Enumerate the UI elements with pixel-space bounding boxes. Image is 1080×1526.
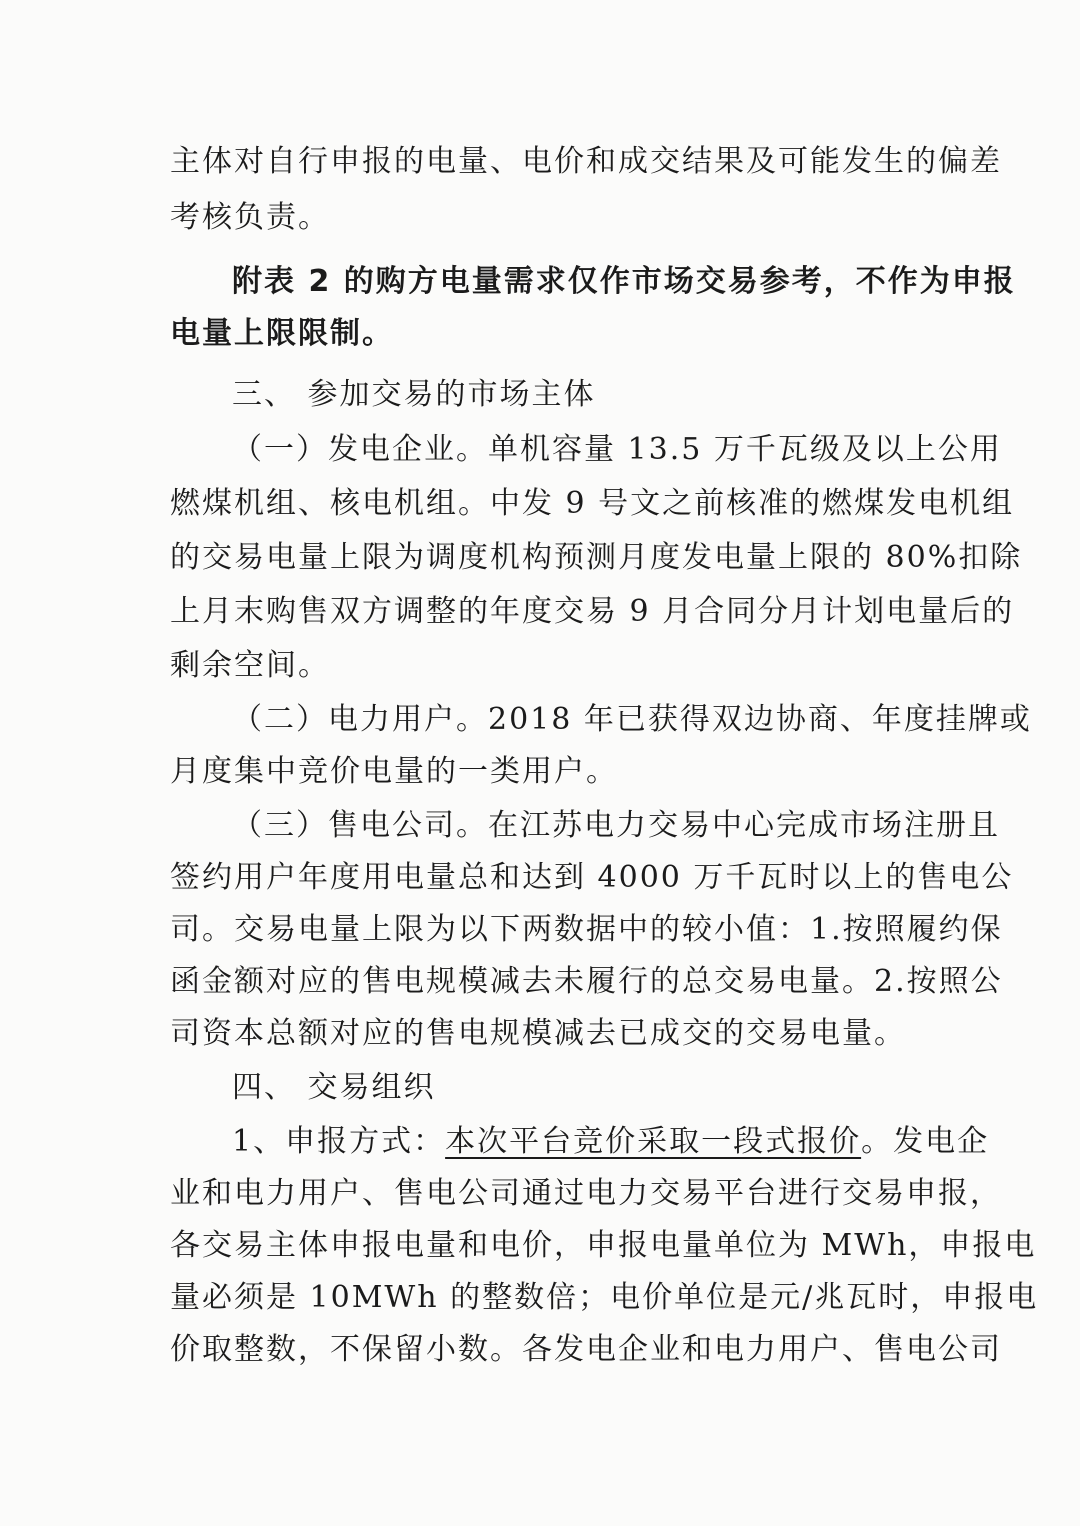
text-line: （三）售电公司。在江苏电力交易中心完成市场注册且: [232, 808, 1000, 843]
text-line: 各交易主体申报电量和电价，申报电量单位为 MWh，申报电: [170, 1228, 1037, 1263]
text-line: 的交易电量上限为调度机构预测月度发电量上限的 80%扣除: [170, 540, 1023, 575]
text-line: 剩余空间。: [170, 648, 330, 683]
text-line: 考核负责。: [170, 200, 330, 235]
text-line: 司。交易电量上限为以下两数据中的较小值：1.按照履约保: [170, 912, 1003, 947]
bold-text-line: 附表 2 的购方电量需求仅作市场交易参考，不作为申报: [232, 264, 1016, 299]
text-line: 燃煤机组、核电机组。中发 9 号文之前核准的燃煤发电机组: [170, 486, 1015, 521]
text-line: 业和电力用户、售电公司通过电力交易平台进行交易申报，: [170, 1176, 1002, 1211]
text-line: （一）发电企业。单机容量 13.5 万千瓦级及以上公用: [232, 432, 1002, 467]
text-line: 函金额对应的售电规模减去未履行的总交易电量。2.按照公: [170, 964, 1003, 999]
text-line: 司资本总额对应的售电规模减去已成交的交易电量。: [170, 1016, 906, 1051]
text-line: 量必须是 10MWh 的整数倍；电价单位是元/兆瓦时，申报电: [170, 1280, 1039, 1315]
text-line-mixed: [232, 1122, 992, 1162]
text-segment: 1、申报方式：: [232, 1124, 446, 1159]
section-heading: 三、 参加交易的市场主体: [232, 377, 596, 412]
section-heading: 四、 交易组织: [232, 1070, 436, 1105]
text-line: 上月末购售双方调整的年度交易 9 月合同分月计划电量后的: [170, 594, 1015, 629]
text-line: 月度集中竞价电量的一类用户。: [170, 754, 618, 789]
text-segment: 。发电企: [861, 1124, 990, 1159]
text-line: 主体对自行申报的电量、电价和成交结果及可能发生的偏差: [170, 144, 1002, 179]
underlined-text: 本次平台竞价采取一段式报价: [445, 1124, 862, 1159]
text-line: 签约用户年度用电量总和达到 4000 万千瓦时以上的售电公: [170, 860, 1014, 895]
bold-text-line: 电量上限限制。: [170, 316, 394, 351]
text-line: （二）电力用户。2018 年已获得双边协商、年度挂牌或: [232, 702, 1032, 737]
text-line: 价取整数，不保留小数。各发电企业和电力用户、售电公司: [170, 1332, 1002, 1367]
